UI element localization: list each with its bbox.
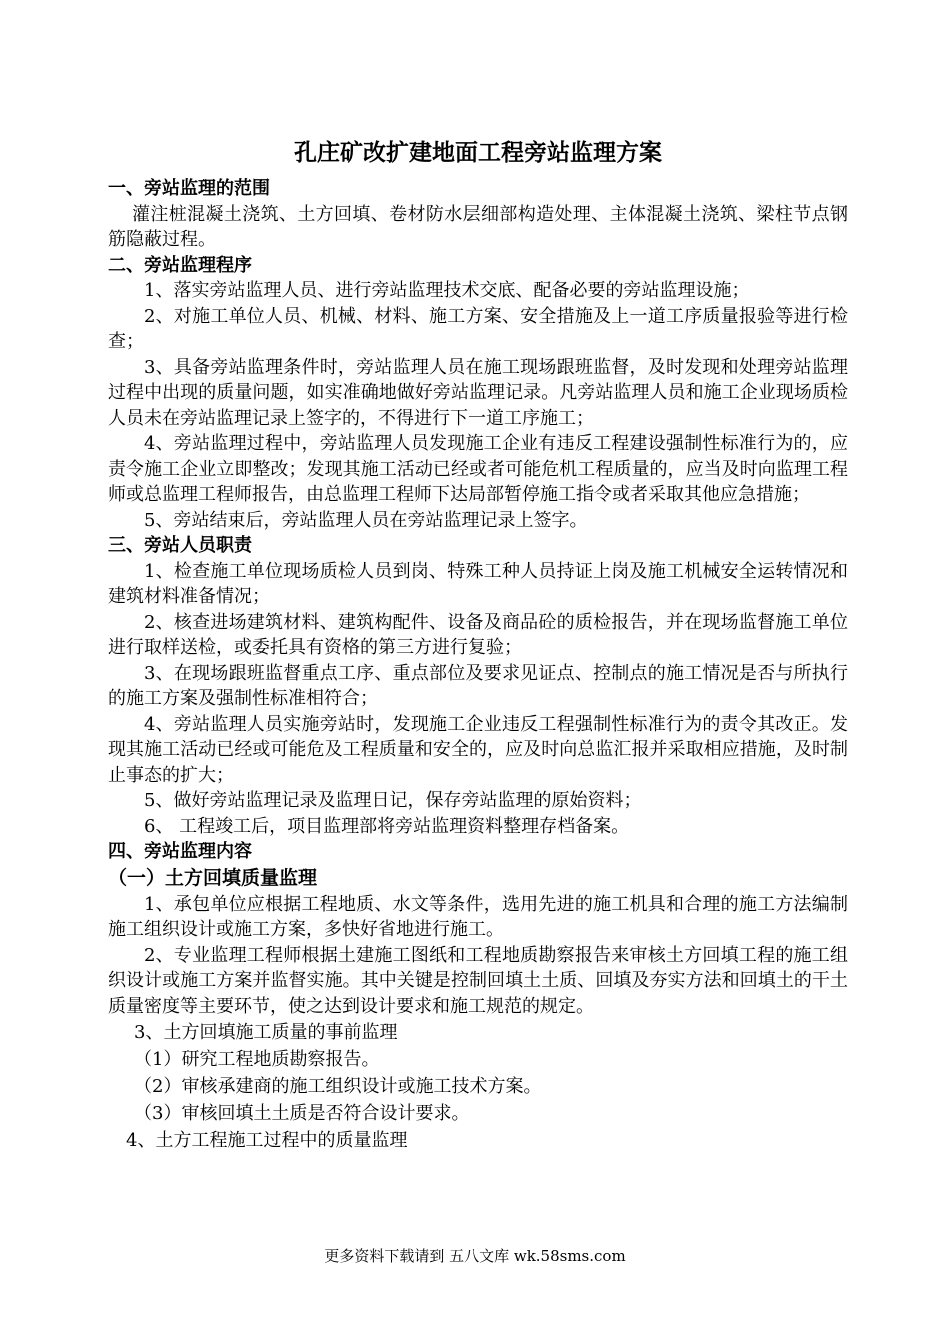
paragraph: 2、专业监理工程师根据土建施工图纸和工程地质勘察报告来审核土方回填工程的施工组织设计或施工方案并监督实施。其中关键是控制回填土土质、回填及夯实方法和回填土的干土质量密度等主要环节，使之达到设计要求和施工规范的规定。 bbox=[108, 944, 848, 1017]
list-item: （3）审核回填土土质是否符合设计要求。 bbox=[134, 1103, 470, 1124]
document-title: 孔庄矿改扩建地面工程旁站监理方案 bbox=[294, 140, 662, 166]
paragraph: 4、旁站监理过程中，旁站监理人员发现施工企业有违反工程建设强制性标准行为的，应责令施工企业立即整改；发现其施工活动已经或者可能危机工程质量的，应当及时向监理工程师或总监理工程师报告，由总监理工程师下达局部暂停施工指令或者采取其他应急措施； bbox=[108, 433, 848, 505]
paragraph: 2、核查进场建筑材料、建筑构配件、设备及商品砼的质检报告，并在现场监督施工单位进行取样送检，或委托具有资格的第三方进行复验； bbox=[108, 611, 848, 658]
subsection-heading-earthwork: （一）土方回填质量监理 bbox=[108, 866, 318, 889]
paragraph: 6、 工程竣工后，项目监理部将旁站监理资料整理存档备案。 bbox=[144, 815, 630, 837]
paragraph: 1、承包单位应根据工程地质、水文等条件，选用先进的施工机具和合理的施工方法编制施工组织设计或施工方案，多快好省地进行施工。 bbox=[108, 893, 848, 940]
section-heading-content: 四、旁站监理内容 bbox=[108, 841, 252, 862]
document-body bbox=[108, 136, 848, 1154]
paragraph: 3、具备旁站监理条件时，旁站监理人员在施工现场跟班监督，及时发现和处理旁站监理过程中出现的质量问题，如实准确地做好旁站监理记录。凡旁站监理人员和施工企业现场质检人员未在旁站监理记录上签字的，不得进行下一道工序施工； bbox=[108, 356, 848, 429]
paragraph: 5、旁站结束后，旁站监理人员在旁站监理记录上签字。 bbox=[144, 509, 588, 531]
list-item: （2）审核承建商的施工组织设计或施工技术方案。 bbox=[134, 1076, 542, 1097]
paragraph: 灌注桩混凝土浇筑、土方回填、卷材防水层细部构造处理、主体混凝土浇筑、梁柱节点钢筋隐蔽过程。 bbox=[108, 203, 848, 250]
list-item: （1）研究工程地质勘察报告。 bbox=[134, 1049, 380, 1070]
section-heading-scope: 一、旁站监理的范围 bbox=[108, 178, 270, 199]
paragraph: 4、旁站监理人员实施旁站时，发现施工企业违反工程强制性标准行为的责令其改正。发现其施工活动已经或可能危及工程质量和安全的，应及时向总监汇报并采取相应措施，及时制止事态的扩大； bbox=[108, 713, 848, 786]
paragraph: 1、检查施工单位现场质检人员到岗、特殊工种人员持证上岗及施工机械安全运转情况和建筑材料准备情况； bbox=[108, 560, 848, 607]
list-item: 3、土方回填施工质量的事前监理 bbox=[134, 1022, 398, 1043]
page-footer: 更多资料下载请到 五八文库 wk.58sms.com bbox=[324, 1247, 626, 1265]
paragraph: 2、对施工单位人员、机械、材料、施工方案、安全措施及上一道工序质量报验等进行检查； bbox=[108, 305, 848, 352]
paragraph: 3、在现场跟班监督重点工序、重点部位及要求见证点、控制点的施工情况是否与所执行的施工方案及强制性标准相符合； bbox=[108, 662, 848, 709]
list-item: 4、土方工程施工过程中的质量监理 bbox=[126, 1130, 408, 1151]
section-heading-procedure: 二、旁站监理程序 bbox=[108, 254, 252, 276]
paragraph: 5、做好旁站监理记录及监理日记，保存旁站监理的原始资料； bbox=[144, 790, 642, 811]
paragraph: 1、落实旁站监理人员、进行旁站监理技术交底、配备必要的旁站监理设施； bbox=[144, 280, 750, 301]
section-heading-duties: 三、旁站人员职责 bbox=[108, 535, 252, 556]
